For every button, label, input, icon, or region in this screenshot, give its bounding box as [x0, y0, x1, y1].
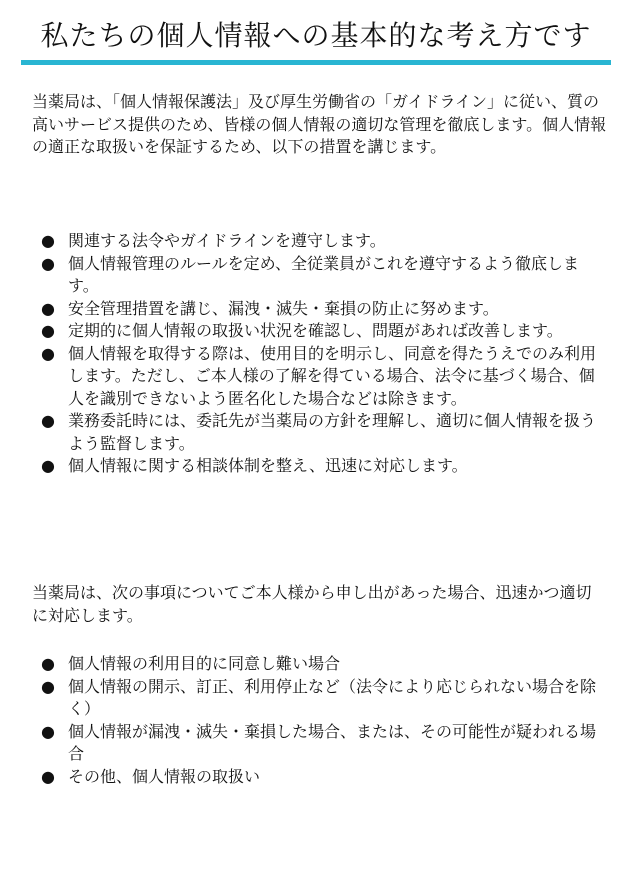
- list-item: [0, 230, 632, 253]
- list-item: [0, 343, 632, 411]
- list-item-text: 個人情報を取得する際は、使用目的を明示し、同意を得たうえでのみ利用します。ただし、ご本人様の了解を得ている場合、法令に基づく場合、個人を識別できないよう匿名化した場合などは除きます。: [68, 343, 597, 408]
- list-item: [0, 676, 632, 721]
- list-item: [0, 766, 632, 789]
- list-item: [0, 410, 632, 455]
- list-item: [0, 253, 632, 298]
- bullet-icon: ●: [41, 676, 55, 696]
- list-item: [0, 455, 632, 478]
- list-item-text: 個人情報の開示、訂正、利用停止など（法令により応じられない場合を除く）: [68, 676, 597, 718]
- list-item: [0, 298, 632, 321]
- list-item-text: その他、個人情報の取扱い: [68, 766, 261, 786]
- bullet-icon: ●: [41, 456, 55, 475]
- intro-paragraph: 当薬局は、「個人情報保護法」及び厚生労働省の「ガイドライン」に従い、質の高いサービス提供のため、皆様の個人情報の適切な管理を徹底します。個人情報の適正な取扱いを保証するため、以下の措置を講じます。: [32, 92, 607, 156]
- list-item: [0, 721, 632, 766]
- bullet-icon: ●: [41, 766, 55, 786]
- bullet-icon: ●: [41, 721, 55, 741]
- list-item-text: 関連する法令やガイドラインを遵守します。: [68, 231, 386, 250]
- list-item-text: 個人情報が漏洩・滅失・棄損した場合、または、その可能性が疑われる場合: [68, 721, 597, 763]
- list-item-text: 定期的に個人情報の取扱い状況を確認し、問題があれば改善します。: [68, 321, 563, 340]
- bullet-icon: ●: [41, 654, 55, 673]
- bullet-icon: ●: [41, 253, 55, 273]
- list-item-text: 個人情報に関する相談体制を整え、迅速に対応します。: [68, 456, 468, 475]
- bullet-icon: ●: [41, 298, 55, 318]
- title-underline: [21, 60, 611, 65]
- list-item-text: 安全管理措置を講じ、漏洩・滅失・棄損の防止に努めます。: [68, 298, 499, 318]
- list-item-text: 業務委託時には、委託先が当薬局の方針を理解し、適切に個人情報を扱うよう監督します。: [68, 411, 597, 453]
- measures-list: [0, 230, 632, 478]
- list-item-text: 個人情報管理のルールを定め、全従業員がこれを遵守するよう徹底します。: [68, 253, 580, 295]
- list-item-text: 個人情報の利用目的に同意し難い場合: [68, 654, 341, 673]
- response-intro-paragraph: 当薬局は、次の事項についてご本人様から申し出があった場合、迅速かつ適切に対応します。: [32, 583, 592, 625]
- page-title: 私たちの個人情報への基本的な考え方です: [40, 19, 592, 52]
- bullet-icon: ●: [41, 321, 55, 340]
- bullet-icon: ●: [41, 411, 55, 430]
- bullet-icon: ●: [41, 231, 55, 250]
- list-item: [0, 653, 632, 676]
- bullet-icon: ●: [41, 343, 55, 363]
- list-item: [0, 320, 632, 343]
- response-list: [0, 653, 632, 788]
